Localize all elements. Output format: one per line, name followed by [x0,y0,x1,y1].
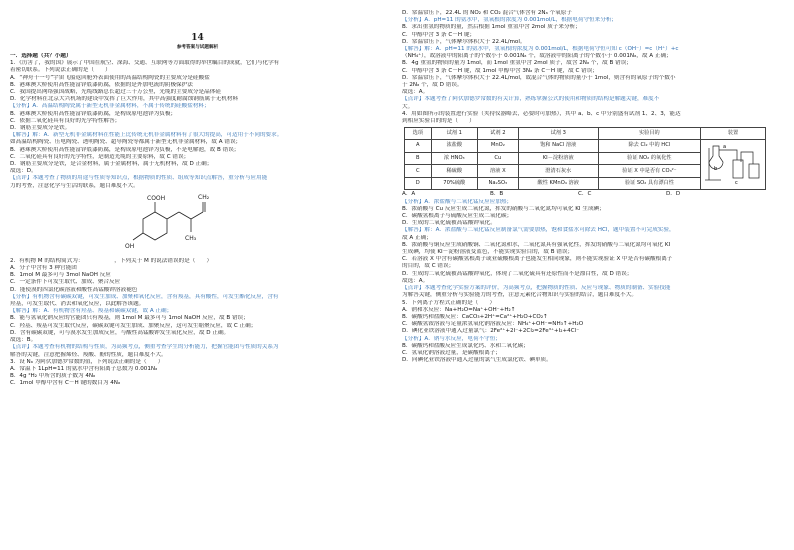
text-line: 如高温结构陶瓷、压电陶瓷、透明陶瓷、超导陶瓷等都属于新型无机非金属材料，故 A 错误； [10,139,242,146]
text-line: A．钠和水反应：Na+H₂O=Na⁺+OH⁻+H₂↑ [402,306,516,313]
text-line: 【点评】本题考查了阿伏加德罗常数的有关计算，熟练掌握公式的使用和物质的结构是解题关键，难度不 [402,96,660,103]
text-line: B．碳酸钙和盐酸反应生成氯化钙、水和二氧化碳； [402,342,529,349]
text-line: B．1mol M 最多可与 3mol NaOH 反应 [10,272,111,279]
text-line: 的目的，故 C 错误； [402,263,455,270]
option-b: B．B [490,191,504,198]
question-1-block [10,60,385,190]
text-line: D．化学材料在北京大兴机场的建设中发挥了巨大作用，其中高强度耐腐蚀钢筋属于无机材料 [10,96,239,103]
text-line: D．生成的二氧化硫被高锰酸钾氧化。 [402,220,496,227]
text-line: C．若溶液 X 中含有碳酸氢根离子或亚硫酸根离子也能发生相同现象，则不能实现验证 X 中是否有碳酸根离子 [402,256,673,263]
table-header: 装置 [701,128,766,140]
table-cell: C [405,165,432,178]
document-number: 14 [191,33,204,43]
text-line: D．常温常压下，气体摩尔体积大于 22.4L/mol。 [402,38,526,45]
text-line: A．“神舟十一号”宇宙飞船返回舱外表面使用的高温结构陶瓷的主要成分是硅酸盐 [10,74,210,81]
text-line: 为解答关键，侧重分析与实验能力的考查，注意元素化合物知识与实验的结合，题目难度不大。 [402,292,637,299]
text-line: D．能使溴的四氯化碳溶液和酸性高锰酸钾溶液褪色 [10,286,138,293]
text-line: D．钢筋主要成分是铁，是合金材料，属于金属材料，属于无机材料，故 D 正确； [10,161,213,168]
text-line: 解答的关键，注意把握烯烃、羧酸、酚的性质，题目难度不大。 [10,351,167,358]
text-line: 【分析】有机物含有碳碳双键，可发生加成、加聚和氧化反应，含有羧基，具有酸性，可发生酯化反应，含有 [10,293,279,300]
text-line: B．浓硝酸与 Cu 反应生成二氧化氮，挥发的硝酸与二氧化氮均可氧化 KI 生成碘； [402,205,605,212]
text-line: B．浓硝酸与铜反应生成硝酸铜、二氧化氮和水，二氧化氮具有强氧化性，挥发的硝酸与二氧化氮均可氧化 KI [402,241,671,248]
apparatus-label-a: a [723,144,727,151]
text-line: C．我国提出网络强国战略，光缆线路总长超过三千万公里，光缆的主要成分是晶体硅 [10,89,221,96]
apparatus-cell [701,140,766,190]
text-line: D．含有碳碳双键，可与溴水发生加成反应，与酸性高锰酸钾发生氧化反应，故 D 正确。 [10,329,230,336]
table-cell: MnO₂ [477,140,518,153]
text-line: 故选：A。 [402,277,429,284]
text-line: 到相应实验目的的是（ ） [402,118,475,125]
table-header: 试剂 1 [431,128,477,140]
question-4-options [402,191,777,198]
text-line: 【解答】解：A．浓盐酸与二氧化锰反应制备氯气需要加热，饱和食盐水可除去 HCl，题中装置不可完成实验， [402,227,675,234]
table-cell: KI－淀粉溶液 [518,152,598,165]
table-header: 试剂 3 [518,128,598,140]
table-cell: Na₂SO₃ [477,177,518,190]
text-line: 2．有机物 M 的结构简式为： ，下列关于 M 的说法错误的是（ ） [10,257,213,264]
table-cell: 除去 Cl₂ 中的 HCl [598,140,700,153]
table-cell: D [405,177,432,190]
option-a: A．A [402,191,416,198]
text-line: 3．设 Nₐ 为阿伏加德罗常数的值，下列说法正确的是（ ） [10,358,164,365]
text-line: 故选：D。 [10,168,37,175]
text-line: 【分析】A．pH=11 的氨水中，氢氧根的浓度为 0.001mol/L，根据电荷守恒来分析； [402,17,618,24]
text-line: （NH₄⁺），故溶液中的阳离子的个数小于 0.001Nₐ 个，故溶液中的阳离子的个数小于 0.001Nₐ，故 A 正确； [402,53,672,60]
table-row [405,140,766,153]
apparatus-label-b: b [714,166,718,173]
table-cell: 溶液 X [477,165,518,178]
document-subtitle: 参考答案与试题解析 [176,45,219,50]
text-line: 【分析】A．钠与水反应，电荷不守恒； [402,335,501,342]
struct-label-oh: OH [125,242,135,250]
text-line: C．甲醇中含 3 条 C－H 键，故 1mol 甲醇中含 3Nₐ 条 C－H 键，故 C 错误； [402,67,598,74]
text-line: A．分子中含有 3 种官能团 [10,265,77,272]
table-cell: A [405,140,432,153]
text-line: B．碳酸钙和盐酸反应：CaCO₃+2H⁺=Ca²⁺+H₂O+CO₂↑ [402,313,548,320]
text-line: D．碘化亚铁溶液中通入过量氯气：2Fe²⁺+2I⁻+2Cl₂=2Fe³⁺+I₂+4Cl⁻ [402,328,580,335]
text-line: C．氢氧化钠溶液过量，是碳酸根离子； [402,349,502,356]
text-line: 4．用如图所示的装置进行实验（夹持仪器略去，必要时可加热），其中 a、b、c 中分别盛有试剂 1、2、3，能达 [402,110,681,117]
text-line: C．一定条件下可发生取代、加成、聚合反应 [10,279,121,286]
text-line: B．4g 重氢的物质的量为 1mol，而 1mol 重氢中含 2mol 质子，故含 2Nₐ 个，故 B 错误； [402,60,632,67]
text-line: A．常温下 1LpH=11 的氨水中含有阳离子总数为 0.001Nₐ [10,365,158,372]
text-line: 5．下列离子方程式正确的是（ ） [402,299,496,306]
text-line: 着密切联系。下列说法正确的是（ ） [10,67,111,74]
table-header: 试剂 2 [477,128,518,140]
text-line: D．向碘化亚铁溶液中通入过量的氯气生成氯化铁、碘单质。 [402,357,552,364]
text-line: 【点评】本题考查了物质的用途与性质等知识点，根据物质的性质、组成等知识点解答，重分析与应用能 [10,175,268,182]
table-cell: 浓盐酸 [431,140,477,153]
text-line: D．生成的二氧化硫被高锰酸钾氧化，体现了二氧化硫具有还原性而不是漂白性，故 D 错误； [402,270,633,277]
text-line: 大。 [402,103,414,110]
table-cell: 澄清石灰水 [518,165,598,178]
text-line: 故选：B。 [10,337,37,344]
text-line: C．依据二氧化硅具有良好的光学特性解答； [10,117,121,124]
apparatus-diagram [703,140,763,186]
table-cell: Cu [477,152,518,165]
table-cell: 验证 NO₂ 的氧化性 [598,152,700,165]
text-line: 羟基，可发生取代、消去和氧化反应，以此解答该题。 [10,301,145,308]
apparatus-label-c: c [735,180,738,187]
text-line: C．二氧化硅具有良好的光学特性，是制造光缆的主要原料，故 C 错误； [10,153,190,160]
text-line: 【解答】解：A．新型无机非金属材料在性能上比传统无机非金属材料有了很大的提高，可适用于不同的要求。 [10,132,283,139]
text-line: B．港珠澳大桥使用高性能富锌底漆防腐，依据的是外加电流的阴极保护法 [10,81,193,88]
text-line: 1．《厉害了，我的国》展示了中国在航空、深海、交通、互联网等方面取得的举世瞩目的成就，它们与化学有 [10,60,280,67]
text-line: B．求出重氢的物质的量，然后根据 1mol 重氢中含 2mol 质子来分析； [402,24,581,31]
text-line: C．1mol 甲醇中含有 C－H 键的数目为 4Nₐ [10,380,121,387]
questions-2-3-block [10,258,385,388]
table-cell: 酸性 KMnO₄ 溶液 [518,177,598,190]
text-line: C．碳酸氢铵溶液与足量浓氢氧化钠溶液反应：NH₄⁺+OH⁻=NH₃↑+H₂O [402,321,584,328]
table-header: 选项 [405,128,432,140]
text-line: C．碳酸氢根离子与硫酸反应生成二氧化碳； [402,213,513,220]
text-line: 生成碘，均使 KI－淀粉溶液变蓝色，不能实现实验目的，故 B 错误； [402,249,574,256]
text-line: 【分析】A．浓盐酸与二氧化锰反应应加热； [402,198,513,205]
text-line: C．甲醇中含 3 条 C－H 键； [402,31,476,38]
table-cell: 浓 HNO₃ [431,152,477,165]
molecule-structure-drawing [125,190,245,258]
text-line: 力的考查，注意化学与生活的联系，题目难度不大。 [10,182,139,189]
text-line: B．港珠澳大桥使用高性能富锌底漆防腐，是构成原电池锌为负极； [10,110,177,117]
text-line: B．港珠澳大桥使用高性能富锌底漆防腐，是构成原电池锌为负极，不是电解池，故 B 错误； [10,146,240,153]
left-column [10,10,385,388]
text-line: 故 A 正确； [402,234,432,241]
text-line: B．能与氢氧化钠反应的官能团只有羧基，则 1mol M 最多可与 1mol NaOH 反应，故 B 错误； [10,315,249,322]
table-cell: 饱和 NaCl 溶液 [518,140,598,153]
text-line: D．钢筋主要成分是铁。 [10,125,71,132]
table-cell: 验证 X 中是否有 CO₃²⁻ [598,165,700,178]
structure-formula-figure [10,190,385,258]
table-cell: 验证 SO₂ 具有漂白性 [598,177,700,190]
section-heading: 一．选择题（共？小题） [10,53,72,59]
table-cell: 70%硫酸 [431,177,477,190]
text-line: B．4g ²H₂ 中所含的质子数为 4Nₐ [10,373,96,380]
text-line: 【点评】本题考查化学实验方案的评价，为高频考点，把握物质的性质、反应与现象、物质的制备、实验技能 [402,285,671,292]
text-line: 【分析】A．高温结构陶瓷属于新型无机非金属材料，不属于传统的硅酸盐材料； [10,103,210,110]
question-3-4-block [402,10,777,125]
question-4-5-block [402,199,777,365]
text-line: 【点评】本题考查有机物的结构与性质，为高频考点，侧重考查学生的分析能力，把握官能团与性质的关系为 [10,344,279,351]
experiment-table [404,127,766,190]
text-line: D．常温常压下，22.4L 的 NO₂ 和 CO₂ 混合气体含有 2Nₐ 个氧原子 [402,10,572,16]
struct-label-cooh: COOH [147,194,166,202]
text-line: C．羟基、羧基可发生取代反应，碳碳双键可发生加成、加聚反应，这可发生缩聚反应，故 C 正确； [10,322,257,329]
option-d: D．D [666,191,681,198]
text-line: 故选：A。 [402,89,429,96]
struct-label-ch3: CH₃ [185,234,197,242]
table-header: 实验目的 [598,128,700,140]
struct-label-ch2: CH₂ [198,193,210,201]
text-line: 于 2Nₐ 个，故 D 错误。 [402,82,463,89]
right-column [402,10,777,364]
text-line: D．常温常压下，气体摩尔体积大于 22.4L/mol，故混合气体的物质的量小于 1mol，则含有的氧原子的个数小 [402,74,676,81]
text-line: 【解答】解：A．pH=11 的氨水中，氢氧根的浓度为 0.001mol/L，根据电荷守恒可知 c（OH⁻）=c（H⁺）+c [402,46,679,53]
text-line: 【解答】解：A．有机物含有羟基、羧基和碳碳双键，故 A 正确； [10,308,173,315]
table-cell: 稀硫酸 [431,165,477,178]
table-cell: B [405,152,432,165]
option-c: C．C [578,191,592,198]
